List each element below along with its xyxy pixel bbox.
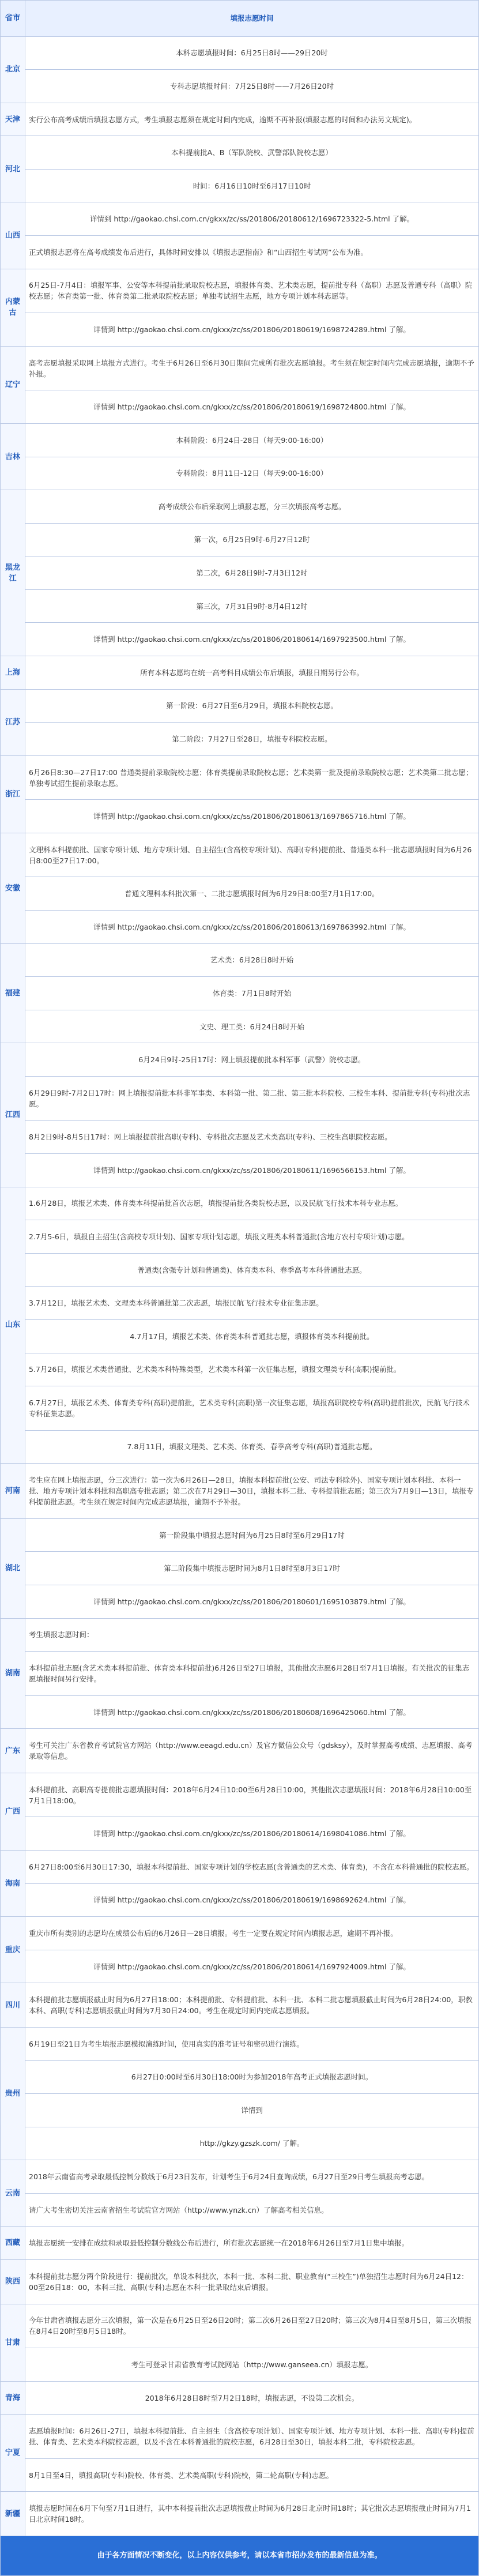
table-row — [1, 877, 479, 911]
table-row — [1, 1883, 479, 1917]
detail-link-cell[interactable]: 详情到 http://gaokao.chsi.com.cn/gkxx/zc/ss/201806/20180613/1697863992.html 了解。 — [25, 911, 479, 944]
table-row — [1, 1585, 479, 1619]
detail-link-cell[interactable]: 详情到 http://gaokao.chsi.com.cn/gkxx/zc/ss/201806/20180614/1697923500.html 了解。 — [25, 623, 479, 656]
table-row — [1, 36, 479, 70]
schedule-info-cell: 本科阶段：6月24日-28日（每天9:00-16:00） — [25, 423, 479, 457]
province-cell: 广东 — [1, 1729, 25, 1773]
schedule-info-cell: 6月26日8:30—27日17:00 普通类提前录取院校志愿；体育类提前录取院校志愿；艺术类第一批及提前录取院校志愿；艺术类第二批志愿；单独考试招生提前录取志愿。 — [25, 755, 479, 800]
detail-link-cell[interactable]: 详情到 http://gaokao.chsi.com.cn/gkxx/zc/ss/201806/20180613/1697865716.html 了解。 — [25, 800, 479, 833]
table-row — [1, 1917, 479, 1950]
table-row — [1, 2458, 479, 2492]
schedule-info-cell: 2.7月5-6日，填报自主招生(含高校专项计划)、国家专项计划志愿，填报文理类本科普通批(含地方农村专项计划)志愿。 — [25, 1220, 479, 1254]
table-row — [1, 346, 479, 390]
schedule-info-cell: 普通类(含强专计划和普通类)、体育类本科、春季高考本科普通批志愿。 — [25, 1253, 479, 1287]
province-cell: 黑龙江 — [1, 490, 25, 656]
schedule-info-cell: 6月27日8:00至6月30日17:30，填报本科提前批、国家专项计划的学校志愿(含普通类的艺术类、体育类)，不含在本科普通批的院校志愿。 — [25, 1851, 479, 1884]
province-cell: 青海 — [1, 2381, 25, 2415]
footer-row — [1, 2536, 479, 2576]
table-header-row — [1, 1, 479, 37]
province-cell: 四川 — [1, 1983, 25, 2028]
schedule-info-cell: 考生应在网上填报志愿，分三次进行：第一次为6月26日—28日，填报本科提前批(公安、司法专科除外)、国家专项计划本科批、本科一批、地方专项计划本科批和高职高专批志愿；第二次在7月29日—30日，填报本科二批、专科提前批志愿；第三次为7月9日—13日，填报专科提前批志愿。考生须在规定时间内完成志愿填报，逾期不予补报。 — [25, 1464, 479, 1519]
table-row — [1, 2094, 479, 2127]
province-cell: 重庆 — [1, 1917, 25, 1983]
province-cell: 山西 — [1, 202, 25, 269]
table-row — [1, 70, 479, 103]
detail-link-cell[interactable]: 考生可关注广东省教育考试院官方网站（http://www.eeagd.edu.cn）及官方微信公众号（gdsksy），及时掌握高考成绩、志愿填报、高考录取等信息。 — [25, 1729, 479, 1773]
schedule-info-cell: 文理科本科提前批、国家专项计划、地方专项计划、自主招生(含高校专项计划)、高职(专科)提前批、普通类本科一批志愿填报时间为6月26日8:00至27日17:00。 — [25, 833, 479, 877]
table-row — [1, 202, 479, 236]
table-row — [1, 1043, 479, 1077]
table-row — [1, 623, 479, 656]
province-cell: 上海 — [1, 656, 25, 689]
table-row — [1, 1430, 479, 1464]
schedule-info-cell: 所有本科志愿均在统一高考科目成绩公布后填报，填报日期另行公布。 — [25, 656, 479, 689]
schedule-info-cell: 普通文理科本科批次第一、二批志愿填报时间为6月29日8:00至7月1日17:00。 — [25, 877, 479, 911]
detail-link-cell[interactable]: 详情到 http://gaokao.chsi.com.cn/gkxx/zc/ss/201806/20180612/1696723322-5.html 了解。 — [25, 202, 479, 236]
schedule-info-cell: 6.7月27日，填报艺术类、体育类专科(高职)提前批，艺术类专科(高职)第一次征集志愿，填报高职院校专科(高职)提前批次，民航飞行技术专科征集志愿。 — [25, 1386, 479, 1431]
table-row — [1, 1518, 479, 1552]
schedule-info-cell: 本科提前批志愿(含艺术类本科提前批、体育类本科提前批)6月26日至27日填报，其他批次志愿6月28日至7月1日填报。有关批次的征集志愿填报时间另行安排。 — [25, 1652, 479, 1696]
schedule-info-cell: 正式填报志愿将在高考成绩发布后进行，具体时间安排以《填报志愿指南》和“山西招生考试网”公布为准。 — [25, 236, 479, 269]
table-row — [1, 2160, 479, 2194]
table-row — [1, 1353, 479, 1386]
table-row — [1, 2381, 479, 2415]
detail-link-cell[interactable]: 详情到 http://gaokao.chsi.com.cn/gkxx/zc/ss/201806/20180608/1696425060.html 了解。 — [25, 1695, 479, 1729]
table-row — [1, 755, 479, 800]
table-row — [1, 1618, 479, 1652]
schedule-info-cell: 6月29日9时-7月2日17时：网上填报提前批本科非军事类、本科第一批、第二批、第三批本科院校、三校生本科、提前批专科(专科)批次志愿。 — [25, 1076, 479, 1120]
table-row — [1, 1464, 479, 1519]
detail-link-cell[interactable]: 详情到 http://gaokao.chsi.com.cn/gkxx/zc/ss/201806/20180601/1695103879.html 了解。 — [25, 1585, 479, 1619]
table-row — [1, 2304, 479, 2348]
schedule-info-cell: 专科阶段：8月11日-12日（每天9:00-16:00） — [25, 457, 479, 490]
schedule-info-cell: 体育类：7月1日8时开始 — [25, 977, 479, 1010]
schedule-info-cell: 6月19日至21日为考生填报志愿模拟演练时间，使用真实的准考证号和密码进行演练。 — [25, 2027, 479, 2060]
province-cell: 云南 — [1, 2160, 25, 2227]
province-cell: 福建 — [1, 943, 25, 1043]
province-cell: 甘肃 — [1, 2304, 25, 2381]
province-cell: 山东 — [1, 1187, 25, 1464]
table-row — [1, 1076, 479, 1120]
province-cell: 内蒙古 — [1, 269, 25, 346]
schedule-info-cell: 第一阶段集中填报志愿时间为6月25日8时至6月29日17时 — [25, 1518, 479, 1552]
table-row — [1, 2415, 479, 2459]
table-row — [1, 1386, 479, 1431]
detail-link-cell[interactable]: 详情到 http://gaokao.chsi.com.cn/gkxx/zc/ss/201806/20180619/1698724800.html 了解。 — [25, 390, 479, 424]
detail-link-cell[interactable]: 考生可登录甘肃省教育考试院网站（http://www.ganseea.cn）填报志愿。 — [25, 2348, 479, 2382]
table-row — [1, 1187, 479, 1220]
schedule-info-cell: 填报志愿统一安排在成绩和录取最低控制分数线公布后进行，所有批次志愿统一在2018年6月26日至7月1日集中填报。 — [25, 2227, 479, 2260]
table-row — [1, 103, 479, 136]
province-cell: 河南 — [1, 1464, 25, 1519]
province-cell: 江苏 — [1, 689, 25, 755]
province-cell: 湖南 — [1, 1618, 25, 1729]
schedule-info-cell: 时间：6月16日10时至6月17日10时 — [25, 169, 479, 202]
schedule-info-cell: 本科志愿填报时间：6月25日8时——29日20时 — [25, 36, 479, 70]
province-cell: 宁夏 — [1, 2415, 25, 2492]
schedule-info-cell: 重庆市所有类别的志愿均在成绩公布后的6月26日—28日填报。考生一定要在规定时间内填报志愿，逾期不再补报。 — [25, 1917, 479, 1950]
schedule-info-cell: 2018年云南省高考录取最低控制分数线于6月23日发布，计划考生于6月24日查询成绩，6月27日至29日考生填报高考志愿。 — [25, 2160, 479, 2194]
table-row — [1, 1010, 479, 1043]
table-row — [1, 943, 479, 977]
disclaimer-note: 由于各方面情况不断变化，以上内容仅供参考，请以本省市招办发布的最新信息为准。 — [1, 2536, 479, 2576]
detail-link-cell[interactable]: 详情到 http://gaokao.chsi.com.cn/gkxx/zc/ss/201806/20180611/1696566153.html 了解。 — [25, 1154, 479, 1187]
schedule-info-cell: 第一次，6月25日9时-6月27日12时 — [25, 523, 479, 556]
province-cell: 北京 — [1, 36, 25, 103]
table-row — [1, 1851, 479, 1884]
table-row — [1, 1154, 479, 1187]
schedule-info-cell: 实行公布高考成绩后填报志愿方式，考生填报志愿须在规定时间内完成，逾期不再补报(填报志愿的时间和办法另文规定)。 — [25, 103, 479, 136]
table-row — [1, 490, 479, 524]
table-row — [1, 2060, 479, 2094]
detail-link-cell[interactable]: 请广大考生密切关注云南省招生考试院官方网站（http://www.ynzk.cn）了解高考相关信息。 — [25, 2193, 479, 2227]
schedule-info-cell: 第二阶段：7月27日至28日，填报专科院校志愿。 — [25, 723, 479, 756]
table-row — [1, 1695, 479, 1729]
schedule-info-cell: 3.7月12日，填报艺术类、文理类本科普通批第二次志愿，填报民航飞行技术专业征集志愿。 — [25, 1287, 479, 1320]
province-cell: 辽宁 — [1, 346, 25, 423]
detail-link-cell[interactable]: 详情到 http://gaokao.chsi.com.cn/gkxx/zc/ss/201806/20180614/1698041086.html 了解。 — [25, 1817, 479, 1851]
province-cell: 浙江 — [1, 755, 25, 833]
table-row — [1, 800, 479, 833]
table-row — [1, 656, 479, 689]
schedule-info-cell: 5.7月26日，填报艺术类普通批、艺术类本科特殊类型，艺术类本科第一次征集志愿，填报文理类专科(高职)提前批。 — [25, 1353, 479, 1386]
schedule-info-cell: 8月2日9时-8月5日17时：网上填报提前批高职(专科)、专科批次志愿及艺术类高职(专科)、三校生高职院校志愿。 — [25, 1120, 479, 1154]
schedule-info-cell: 6月24日9时-25日17时：网上填报提前批本科军事（武警）院校志愿。 — [25, 1043, 479, 1077]
schedule-info-cell: 第三次，7月31日9时-8月4日12时 — [25, 589, 479, 623]
schedule-info-cell: 艺术类：6月28日8时开始 — [25, 943, 479, 977]
province-cell: 新疆 — [1, 2492, 25, 2536]
header-time: 填报志愿时间 — [25, 1, 479, 37]
header-province: 省市 — [1, 1, 25, 37]
table-row — [1, 2227, 479, 2260]
province-cell: 吉林 — [1, 423, 25, 490]
table-row — [1, 1817, 479, 1851]
schedule-info-cell: 今年甘肃省填报志愿分三次填报，第一次是在6月25日至26日20时；第二次6月26日至27日20时；第三次为8月4日至8月5日，第三次填报在8月4日20时至8月5日18时。 — [25, 2304, 479, 2348]
province-cell: 河北 — [1, 136, 25, 202]
schedule-info-cell: 志愿填报时间：6月26日-27日，填报本科提前批、自主招生（含高校专项计划）、国家专项计划、地方专项计划、本科一批、高职(专科)提前批、体育类、艺术类本科院校志愿，以及不含在本科普通批的院校志愿，6月28日至30日，填报本科二批，专科院校志愿。 — [25, 2415, 479, 2459]
schedule-info-cell: 高考成绩公布后采取网上填报志愿，分三次填报高考志愿。 — [25, 490, 479, 524]
schedule-info-cell: 填报志愿时间在6月下旬至7月1日进行，其中本科提前批次志愿填报截止时间为6月28日北京时间18时；其它批次志愿填报截止时间为7月1日北京时间18时。 — [25, 2492, 479, 2536]
schedule-info-cell: 第一阶段：6月27日至6月29日，填报本科院校志愿。 — [25, 689, 479, 723]
table-row — [1, 1983, 479, 2028]
schedule-info-cell: 本科提前批志愿分两个阶段进行：提前批次，单设本科批次，本科一批、本科二批、职业教育(“三校生”)单独招生志愿时间为6月24日12：00至26日18：00，本科三批、高职(专科)志愿在本科一批录取结束后填报。 — [25, 2260, 479, 2304]
province-cell: 广西 — [1, 1773, 25, 1850]
province-cell: 江西 — [1, 1043, 25, 1187]
schedule-info-cell: 1.6月28日，填报艺术类、体育类本科提前批首次志愿，填报提前批各类院校志愿，以及民航飞行技术本科专业志愿。 — [25, 1187, 479, 1220]
table-row — [1, 2492, 479, 2536]
table-row — [1, 977, 479, 1010]
table-row — [1, 1773, 479, 1817]
schedule-info-cell: 考生填报志愿时间： — [25, 1618, 479, 1652]
table-row — [1, 833, 479, 877]
schedule-info-cell: 本科提前批A、B（军队院校、武警部队院校志愿） — [25, 136, 479, 170]
table-row — [1, 589, 479, 623]
schedule-info-cell: 本科提前批志愿填报截止时间为6月27日18:00；本科提前批、专科提前批、本科一批、本科二批志愿填报截止时间为6月28日24:00，职教本科、高职(专科)志愿填报截止时间为7月30日24:00。考生在规定时间内完成志愿填报。 — [25, 1983, 479, 2028]
table-row — [1, 1552, 479, 1585]
table-row — [1, 2260, 479, 2304]
table-row — [1, 169, 479, 202]
table-row — [1, 1253, 479, 1287]
table-row — [1, 1729, 479, 1773]
table-row — [1, 2193, 479, 2227]
province-cell: 天津 — [1, 103, 25, 136]
table-row — [1, 1319, 479, 1353]
schedule-info-cell: 4.7月17日，填报艺术类、体育类本科普通批志愿，填报体育类本科提前批。 — [25, 1319, 479, 1353]
table-body — [1, 1, 479, 2576]
table-row — [1, 269, 479, 313]
detail-link-cell[interactable]: 详情到 http://gaokao.chsi.com.cn/gkxx/zc/ss/201806/20180619/1698724289.html 了解。 — [25, 313, 479, 347]
table-row — [1, 423, 479, 457]
table-row — [1, 2027, 479, 2060]
table-row — [1, 523, 479, 556]
table-row — [1, 457, 479, 490]
table-row — [1, 236, 479, 269]
table-row — [1, 136, 479, 170]
table-row — [1, 911, 479, 944]
table-row — [1, 1652, 479, 1696]
table-row — [1, 1950, 479, 1983]
schedule-info-cell: 高考志愿填报采取网上填报方式进行。考生于6月26日至6月30日期间完成所有批次志愿填报。考生须在规定时间内完成志愿填报，逾期不予补报。 — [25, 346, 479, 390]
schedule-info-cell: 2018年6月28日8时至7月2日18时，填报志愿，不设第二次机会。 — [25, 2381, 479, 2415]
schedule-info-cell: 文史、理工类：6月24日8时开始 — [25, 1010, 479, 1043]
province-cell: 贵州 — [1, 2027, 25, 2160]
schedule-info-cell: 本科提前批、高职高专提前批志愿填报时间：2018年6月24日10:00至6月28日10:00，其他批次志愿填报时间：2018年6月28日10:00至7月1日18:00。 — [25, 1773, 479, 1817]
table-row — [1, 556, 479, 590]
table-row — [1, 1287, 479, 1320]
province-cell: 安徽 — [1, 833, 25, 943]
schedule-info-cell: 第二次，6月28日9时-7月3日12时 — [25, 556, 479, 590]
schedule-info-cell: 6月25日-7月4日：填报军事、公安等本科提前批录取院校志愿，填报体育类、艺术类志愿，提前批专科（高职）志愿及普通专科（高职）院校志愿；体育类第一批、体育类第二批录取院校志愿；单独考试招生志愿，地方专项计划本科志愿等。 — [25, 269, 479, 313]
table-row — [1, 2348, 479, 2382]
schedule-info-cell: 专科志愿填报时间：7月25日8时——7月26日20时 — [25, 70, 479, 103]
province-cell: 海南 — [1, 1851, 25, 1917]
schedule-info-cell: 第二阶段集中填报志愿时间为8月1日8时至8月3日17时 — [25, 1552, 479, 1585]
detail-link-cell[interactable]: http://gkzy.gzszk.com/ 了解。 — [25, 2127, 479, 2160]
table-row — [1, 723, 479, 756]
table-row — [1, 689, 479, 723]
table-row — [1, 390, 479, 424]
table-row — [1, 2127, 479, 2160]
table-row — [1, 1220, 479, 1254]
schedule-info-cell: 8月1日至4日，填报高职(专科)院校、体育类、艺术类高职(专科)院校，第二轮高职(专科)志愿。 — [25, 2458, 479, 2492]
table-row — [1, 313, 479, 347]
detail-link-cell[interactable]: 详情到 http://gaokao.chsi.com.cn/gkxx/zc/ss/201806/20180619/1698692624.html 了解。 — [25, 1883, 479, 1917]
schedule-info-cell: 7.8月11日，填报文理类、艺术类、体育类、春季高考专科(高职)普通批志愿。 — [25, 1430, 479, 1464]
province-cell: 西藏 — [1, 2227, 25, 2260]
schedule-info-cell: 详情到 — [25, 2094, 479, 2127]
province-cell: 湖北 — [1, 1518, 25, 1618]
detail-link-cell[interactable]: 详情到 http://gaokao.chsi.com.cn/gkxx/zc/ss/201806/20180614/1697924009.html 了解。 — [25, 1950, 479, 1983]
table-row — [1, 1120, 479, 1154]
province-cell: 陕西 — [1, 2260, 25, 2304]
schedule-info-cell: 6月27日0:00时至6月30日18:00时为参加2018年高考正式填报志愿时间。 — [25, 2060, 479, 2094]
